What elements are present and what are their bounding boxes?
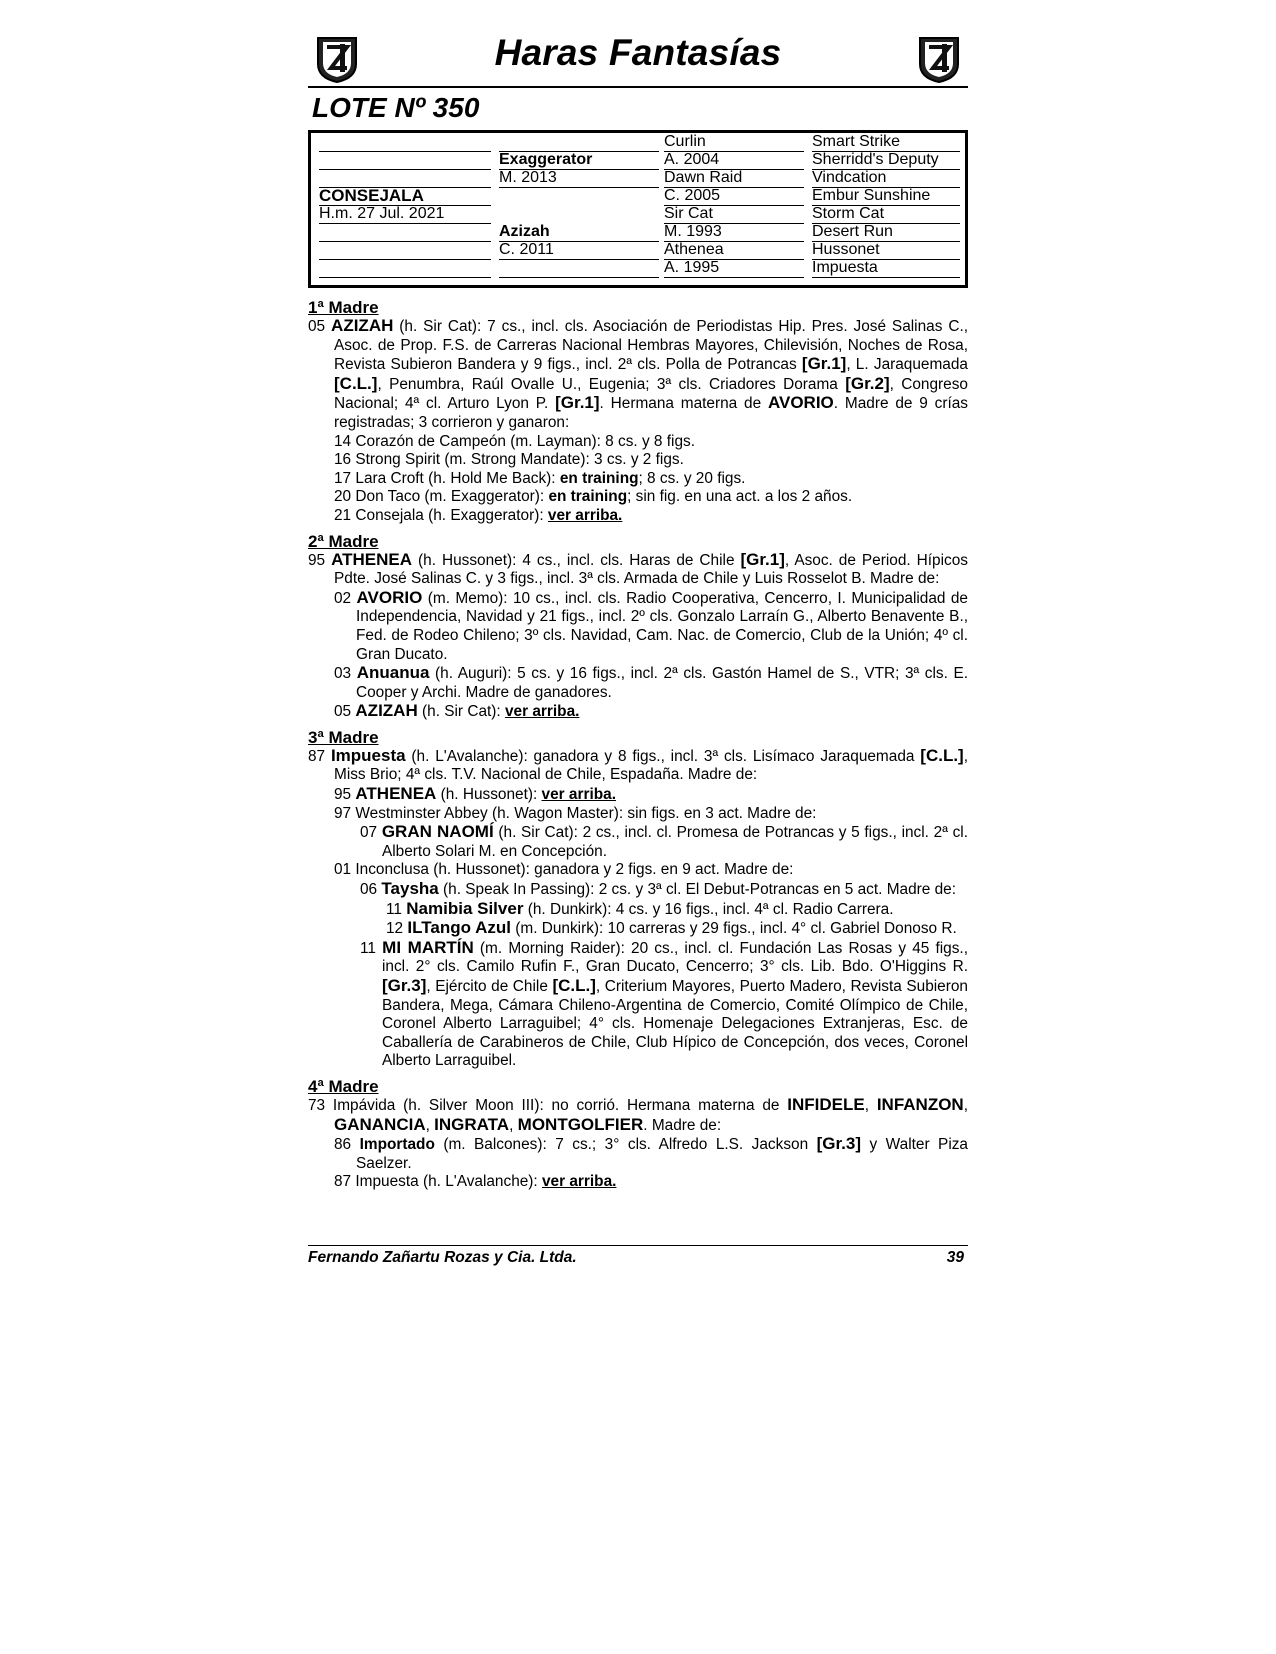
pedigree-blank — [499, 205, 659, 223]
horse-name: Namibia Silver — [406, 898, 524, 918]
grade-badge: [C.L.] — [920, 745, 964, 765]
produce-line — [334, 589, 968, 664]
great-grandparent: Sherridd's Deputy — [812, 151, 960, 170]
produce-line — [334, 507, 968, 526]
pedigree-blank — [319, 223, 491, 242]
text: , Congreso Nacional; 4ª cl. Arturo Lyon P. — [334, 375, 968, 413]
section-title: 1ª Madre — [308, 298, 379, 317]
horse-name: INGRATA — [434, 1114, 510, 1134]
foal-year: 87 — [308, 747, 331, 765]
see-above-reference: ver arriba. — [541, 786, 616, 804]
dam-name: Azizah — [499, 223, 659, 242]
dam-info: C. 2011 — [499, 241, 659, 260]
text: (h. Hussonet): 4 cs., incl. cls. Haras de Chile — [412, 551, 741, 569]
see-above-reference: ver arriba. — [541, 1173, 617, 1191]
see-above-reference: ver arriba. — [547, 506, 623, 524]
text: (h. Sir Cat): — [417, 703, 505, 721]
produce-line — [386, 900, 968, 920]
text: (m. Memo): 10 cs., incl. cls. Radio Cooperativa, Cencerro, I. Municipalidad de Independencia, Navidad y 21 figs., incl. 2º cls. Gonzalo Larraín G., Alberto Benavente B., Fed. de Rodeo Chileno; 3º cls. Navidad, Cam. Nac. de Comercio, Club de la Unión; 4º cl. Gran Ducato. — [356, 589, 968, 663]
text: 87 Impuesta (h. L'Avalanche): — [334, 1173, 542, 1191]
horse-name: ATHENEA — [331, 549, 413, 569]
text: (m. Balcones): 7 cs.; 3° cls. Alfredo L.S. Jackson — [434, 1136, 817, 1154]
horse-name: CONSEJALA — [319, 187, 491, 206]
page-title: Haras Fantasías — [494, 32, 782, 73]
produce-line — [334, 785, 968, 805]
dam-paragraph — [308, 317, 968, 433]
foal-year: 06 — [360, 881, 382, 899]
catalog-page — [308, 30, 968, 1266]
zr-logo-icon — [916, 34, 962, 84]
text: (h. Auguri): 5 cs. y 16 figs., incl. 2ª cls. Gastón Hamel de S., VTR; 3ª cls. E. Cooper y Archi. Madre de ganadores. — [356, 665, 968, 701]
page-number: 39 — [946, 1249, 964, 1266]
dam-paragraph — [308, 551, 968, 589]
grade-badge: [C.L.] — [552, 976, 596, 995]
foal-year: 95 — [308, 551, 332, 569]
great-grandparent: Smart Strike — [812, 133, 960, 152]
pedigree-blank — [499, 259, 659, 278]
section-title: 4ª Madre — [308, 1076, 379, 1096]
grade-badge: [Gr.3] — [816, 1134, 862, 1154]
first-dam-section — [308, 298, 968, 526]
great-grandparent: Embur Sunshine — [812, 187, 960, 206]
footer-company: Fernando Zañartu Rozas y Cia. Ltda. — [308, 1249, 577, 1266]
foal-year: 12 — [386, 920, 408, 938]
see-above-reference: ver arriba. — [504, 703, 580, 721]
text: , Ejército de Chile — [426, 978, 553, 995]
section-title: 3ª Madre — [308, 727, 379, 747]
foal-year: 07 — [360, 824, 382, 842]
produce-line: 14 Corazón de Campeón (m. Layman): 8 cs. y 8 figs. — [334, 432, 695, 450]
text: . Madre de: — [643, 1116, 722, 1134]
horse-name: MI MARTÍN — [382, 937, 474, 957]
text: y Walter Piza Saelzer. — [356, 1136, 968, 1172]
grade-badge: [Gr.2] — [845, 373, 890, 393]
horse-name: Taysha — [381, 879, 439, 899]
horse-name: Impuesta — [330, 745, 406, 765]
pedigree-blank — [319, 241, 491, 260]
produce-line — [334, 488, 968, 507]
horse-name: AVORIO — [767, 393, 834, 413]
foal-year: 86 — [334, 1136, 360, 1154]
text: ; 8 cs. y 20 figs. — [638, 469, 746, 487]
text: 73 Impávida (h. Silver Moon III): no corrió. Hermana materna de — [308, 1096, 788, 1114]
pedigree-blank — [499, 133, 659, 152]
produce-line: 97 Westminster Abbey (h. Wagon Master): sin figs. en 3 act. Madre de: — [334, 804, 817, 822]
produce-line: 16 Strong Spirit (m. Strong Mandate): 3 cs. y 2 figs. — [334, 451, 684, 469]
granddam-name: Athenea — [664, 241, 804, 260]
text: , — [425, 1116, 435, 1134]
grade-badge: [Gr.1] — [555, 393, 600, 413]
produce-line — [386, 919, 968, 939]
text: 17 Lara Croft (h. Hold Me Back): — [334, 469, 560, 487]
text: ; sin fig. en una act. a los 2 años. — [627, 488, 853, 506]
text: (m. Dunkirk): 10 carreras y 29 figs., incl. 4° cl. Gabriel Donoso R. — [510, 920, 957, 938]
text: (h. Dunkirk): 4 cs. y 16 figs., incl. 4ª cl. Radio Carrera. — [523, 900, 894, 918]
pedigree-blank — [499, 187, 659, 205]
text: . Hermana materna de — [599, 395, 768, 413]
horse-name: INFIDELE — [787, 1094, 865, 1114]
granddam-info: C. 2005 — [664, 187, 804, 206]
text: , — [864, 1096, 877, 1114]
horse-name: GRAN NAOMÍ — [381, 822, 494, 842]
text: (h. Hussonet): — [436, 786, 542, 804]
pedigree-blank — [319, 151, 491, 170]
grandsire-name: Curlin — [664, 133, 804, 152]
text: , L. Jaraquemada — [846, 356, 968, 374]
text: . Madre de 9 crías registradas; 3 corrieron y ganaron: — [334, 395, 968, 431]
granddam-name: Dawn Raid — [664, 169, 804, 188]
foal-year: 11 — [386, 900, 407, 918]
great-grandparent: Desert Run — [812, 223, 960, 242]
horse-name: ATHENEA — [355, 784, 437, 804]
pedigree-table — [308, 130, 968, 288]
produce-line — [334, 1173, 968, 1192]
page-footer — [308, 1245, 968, 1267]
text: , Penumbra, Raúl Ovalle U., Eugenia; 3ª cls. Criadores Dorama — [377, 375, 846, 393]
text: (h. Speak In Passing): 2 cs. y 3ª cl. El Debut-Potrancas en 5 act. Madre de: — [438, 881, 956, 899]
foal-year: 02 — [334, 589, 357, 607]
horse-name: AVORIO — [356, 587, 423, 607]
horse-name: MONTGOLFIER — [517, 1114, 644, 1134]
text: (h. Sir Cat): 7 cs., incl. cls. Asociación de Periodistas Hip. Pres. José Salinas C., Asoc. de Prop. F.S. de Carreras Nacional Hembras Mayores, Chilevisión, Noches de Rosa, Revista Subieron Bandera y 9 figs., incl. 2ª cls. Polla de Potrancas — [334, 318, 968, 374]
lot-number: LOTE Nº 350 — [312, 92, 480, 123]
pedigree-blank — [319, 133, 491, 152]
foal-year: 05 — [334, 703, 356, 721]
great-grandparent: Storm Cat — [812, 205, 960, 224]
horse-name: AZIZAH — [355, 701, 418, 721]
horse-info: H.m. 27 Jul. 2021 — [319, 205, 491, 224]
text: (h. Sir Cat): 2 cs., incl. cl. Promesa de Potrancas y 5 figs., incl. 2ª cl. Alberto Solari M. en Concepción. — [382, 824, 968, 860]
dam-paragraph — [308, 1096, 968, 1135]
grade-badge: [Gr.1] — [740, 549, 785, 569]
produce-line — [360, 823, 968, 861]
text: , Criterium Mayores, Puerto Madero, Revista Subieron Bandera, Mega, Cámara Chileno-Argentina de Comercio, Comité Olímpico de Chile, Coronel Alberto Larraguibel; 4° cls. Homenaje Delegaciones Extranjeras, Esc. de Caballería de Carabineros de Chile, Club Hípico de Concepción, dos veces, Coronel Alberto Larraguibel. — [382, 978, 968, 1070]
horse-name: Anuanua — [356, 663, 430, 683]
grandsire-info: M. 1993 — [664, 223, 804, 242]
produce-line — [360, 939, 968, 1071]
horse-name: ILTango Azul — [407, 918, 511, 938]
produce-line — [334, 664, 968, 702]
produce-line — [360, 880, 968, 900]
produce-line — [334, 470, 968, 489]
page-header — [308, 30, 968, 88]
grade-badge: [Gr.1] — [801, 354, 847, 374]
grade-badge: [Gr.3] — [382, 976, 427, 995]
pedigree-blank — [319, 259, 491, 278]
foal-year: 03 — [334, 665, 357, 683]
great-grandparent: Vindcation — [812, 169, 960, 188]
text: , — [509, 1116, 518, 1134]
text: (h. L'Avalanche): ganadora y 8 figs., incl. 3ª cls. Lisímaco Jaraquemada — [405, 747, 921, 765]
dam-paragraph — [308, 747, 968, 785]
grade-badge: [C.L.] — [334, 373, 378, 393]
sire-name: Exaggerator — [499, 151, 659, 170]
produce-line: 01 Inconclusa (h. Hussonet): ganadora y 2 figs. en 9 act. Madre de: — [334, 861, 794, 879]
horse-name: Importado — [359, 1136, 435, 1154]
granddam-info: A. 1995 — [664, 259, 804, 278]
great-grandparent: Hussonet — [812, 241, 960, 260]
grandsire-name: Sir Cat — [664, 205, 804, 224]
text: , — [963, 1096, 968, 1114]
second-dam-section — [308, 532, 968, 722]
sire-info: M. 2013 — [499, 169, 659, 188]
produce-line — [334, 1135, 968, 1173]
third-dam-section — [308, 728, 968, 1071]
section-title: 2ª Madre — [308, 531, 379, 551]
horse-name: INFANZON — [876, 1094, 964, 1114]
text: , Miss Brio; 4ª cls. T.V. Nacional de Chile, Espadaña. Madre de: — [334, 747, 968, 784]
status: en training — [548, 488, 628, 506]
text: 20 Don Taco (m. Exaggerator): — [334, 488, 549, 506]
foal-year: 11 — [360, 939, 383, 957]
fourth-dam-section — [308, 1077, 968, 1192]
horse-name: AZIZAH — [331, 316, 394, 335]
foal-year: 05 — [308, 318, 332, 335]
produce-line — [334, 702, 968, 722]
text: (m. Morning Raider): 20 cs., incl. cl. Fundación Las Rosas y 45 figs., incl. 2° cls. Camilo Rufin F., Gran Ducato, Cencerro; 3° cls. Lib. Bdo. O'Higgins R. — [382, 939, 968, 976]
status: en training — [559, 469, 639, 487]
great-grandparent: Impuesta — [812, 259, 960, 278]
text: 21 Consejala (h. Exaggerator): — [334, 506, 548, 524]
horse-name: GANANCIA — [334, 1114, 426, 1134]
text: , Asoc. de Period. Hípicos Pdte. José Salinas C. y 3 figs., incl. 3ª cls. Armada de Chile y Luis Rosselot B. Madre de: — [334, 551, 968, 588]
grandsire-info: A. 2004 — [664, 151, 804, 170]
foal-year: 95 — [334, 786, 356, 804]
